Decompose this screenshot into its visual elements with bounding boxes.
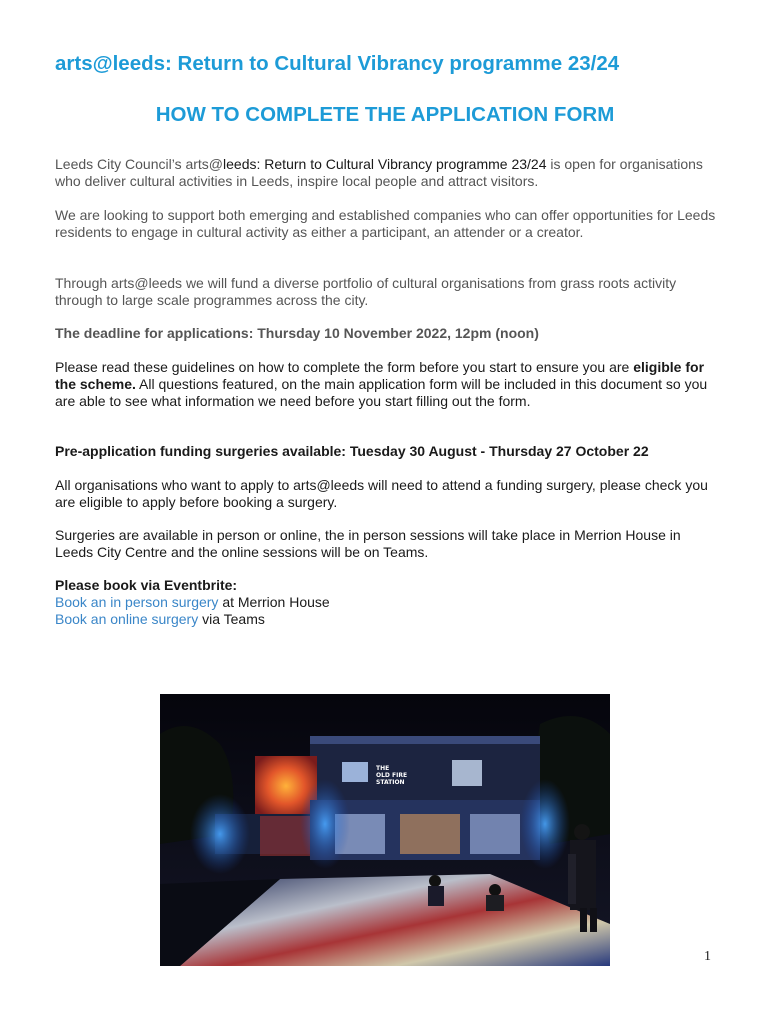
page-number: 1 [704, 949, 711, 964]
intro-text-a: Leeds City Council’s arts@ [55, 156, 224, 172]
support-paragraph: We are looking to support both emerging and established companies who can offer opportunities for Leeds residents to engage in cultural activity as either a participant, an attender or a creator. [55, 207, 716, 240]
svg-text:THE: THE [376, 765, 390, 772]
svg-text:OLD FIRE: OLD FIRE [376, 772, 408, 779]
in-person-location-text: at Merrion House [218, 594, 330, 610]
eligibility-emphasis: eligible for the scheme. [55, 359, 705, 392]
intro-paragraph [55, 156, 720, 190]
svg-text:STATION: STATION [376, 779, 405, 786]
online-surgery-link[interactable]: Book an online surgery [55, 611, 199, 627]
in-person-booking-line [55, 594, 720, 611]
intro-text-c: is open for organisations who deliver cultural activities in Leeds, inspire local people and attract visitors. [55, 156, 703, 189]
deadline-heading: The deadline for applications: Thursday 10 November 2022, 12pm (noon) [55, 325, 539, 341]
guidelines-text-a: Please read these guidelines on how to complete the form before you start to ensure you are [55, 359, 634, 375]
guidelines-text-c: All questions featured, on the main application form will be included in this document so you are able to see what information we need before you start filling out the form. [55, 376, 708, 409]
old-fire-station-photo [160, 694, 610, 966]
surgery-locations-paragraph: Surgeries are available in person or online, the in person sessions will take place in Merrion House in Leeds City Centre and the online sessions will be on Teams. [55, 527, 681, 560]
eventbrite-heading: Please book via Eventbrite: [55, 577, 238, 593]
online-booking-line [55, 611, 720, 628]
funding-surgery-paragraph: All organisations who want to apply to arts@leeds will need to attend a funding surgery, please check you are eligible to apply before booking a surgery. [55, 477, 708, 510]
in-person-surgery-link[interactable]: Book an in person surgery [55, 594, 219, 610]
portfolio-paragraph: Through arts@leeds we will fund a diverse portfolio of cultural organisations from grass roots activity through to large scale programmes across the city. [55, 275, 677, 308]
document-subtitle: HOW TO COMPLETE THE APPLICATION FORM [155, 103, 615, 126]
online-location-text: via Teams [198, 611, 265, 627]
surgeries-heading: Pre-application funding surgeries available: Tuesday 30 August - Thursday 27 October 22 [55, 443, 649, 459]
guidelines-paragraph [55, 359, 720, 410]
intro-programme-name: leeds: Return to Cultural Vibrancy programme 23/24 [223, 156, 547, 172]
document-title: arts@leeds: Return to Cultural Vibrancy programme 23/24 [55, 52, 620, 75]
